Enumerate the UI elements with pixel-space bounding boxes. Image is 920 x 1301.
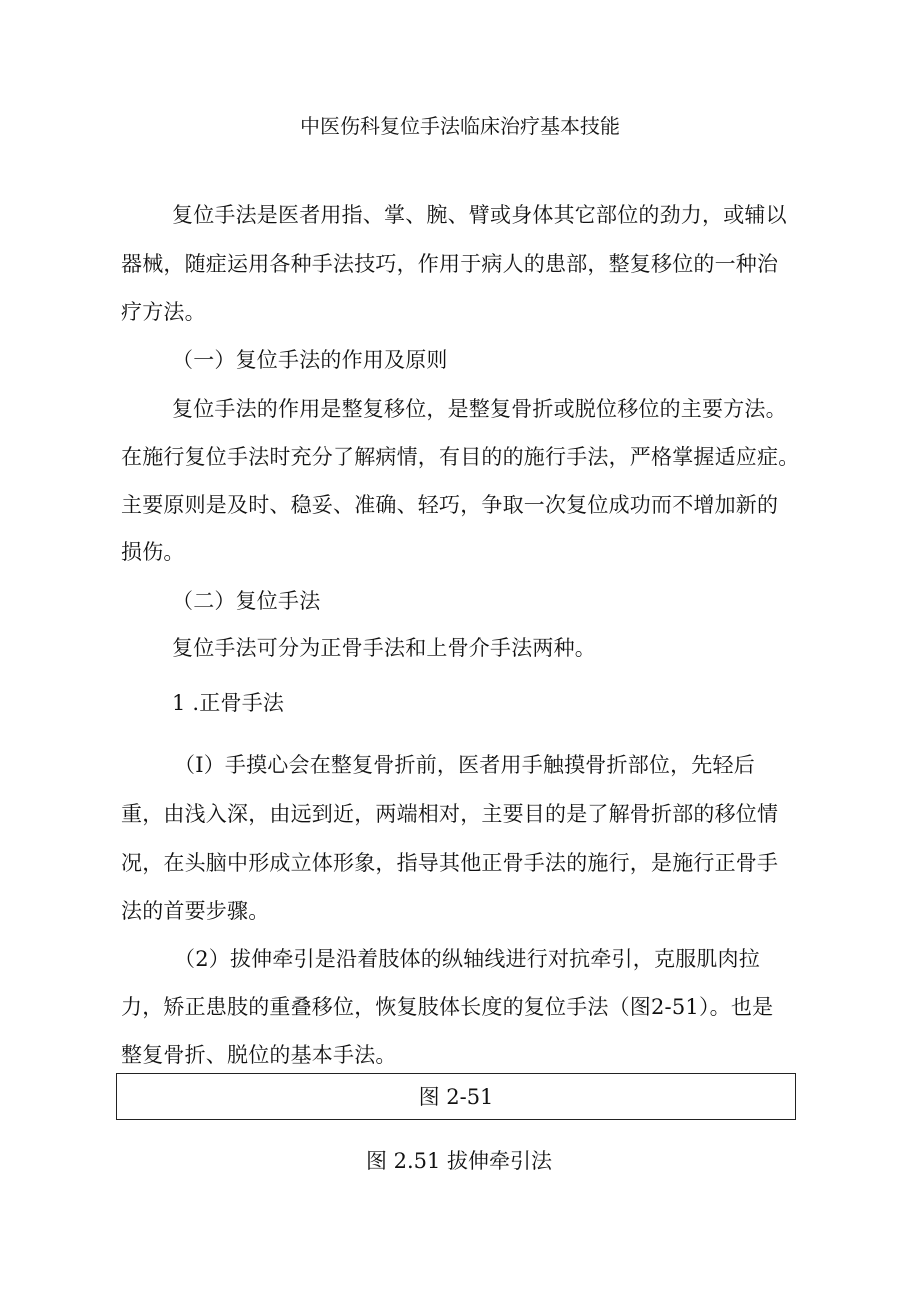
paragraph-line: 损伤。 [121,540,185,564]
section-heading-2: （二）复位手法 [172,589,321,613]
figure-placeholder-label: 图 2-51 [418,1085,494,1109]
section-heading-1: （一）复位手法的作用及原则 [172,348,448,372]
section2-intro: 复位手法可分为正骨手法和上骨介手法两种。 [172,636,596,660]
subheading-bone-setting: 1 .正骨手法 [172,691,285,715]
paragraph-line: 主要原则是及时、稳妥、准确、轻巧，争取一次复位成功而不增加新的 [121,493,779,517]
figure-caption: 图 2.51 拔伸牵引法 [365,1149,553,1173]
paragraph-line: 法的首要步骤。 [121,899,270,923]
paragraph-line: 力，矫正患肢的重叠移位，恢复肢体长度的复位手法（图2-51）。也是 [121,995,774,1019]
document-title: 中医伤科复位手法临床治疗基本技能 [300,114,620,138]
paragraph-line: （I）手摸心会在整复骨折前，医者用手触摸骨折部位，先轻后 [174,753,755,777]
paragraph-line: 复位手法的作用是整复移位，是整复骨折或脱位移位的主要方法。 [172,397,787,421]
paragraph-line: 况，在头脑中形成立体形象，指导其他正骨手法的施行，是施行正骨手 [121,851,779,875]
paragraph-line: 重，由浅入深，由远到近，两端相对，主要目的是了解骨折部的移位情 [121,802,779,826]
paragraph-line: （2）拔伸牵引是沿着肢体的纵轴线进行对抗牵引，克服肌肉拉 [174,947,760,971]
paragraph-line: 疗方法。 [121,300,206,324]
paragraph-line: 器械，随症运用各种手法技巧，作用于病人的患部，整复移位的一种治 [121,252,779,276]
paragraph-line: 在施行复位手法时充分了解病情，有目的的施行手法，严格掌握适应症。 [121,445,800,469]
paragraph-line: 复位手法是医者用指、掌、腕、臂或身体其它部位的劲力，或辅以 [172,203,787,227]
paragraph-line: 整复骨折、脱位的基本手法。 [121,1043,397,1067]
